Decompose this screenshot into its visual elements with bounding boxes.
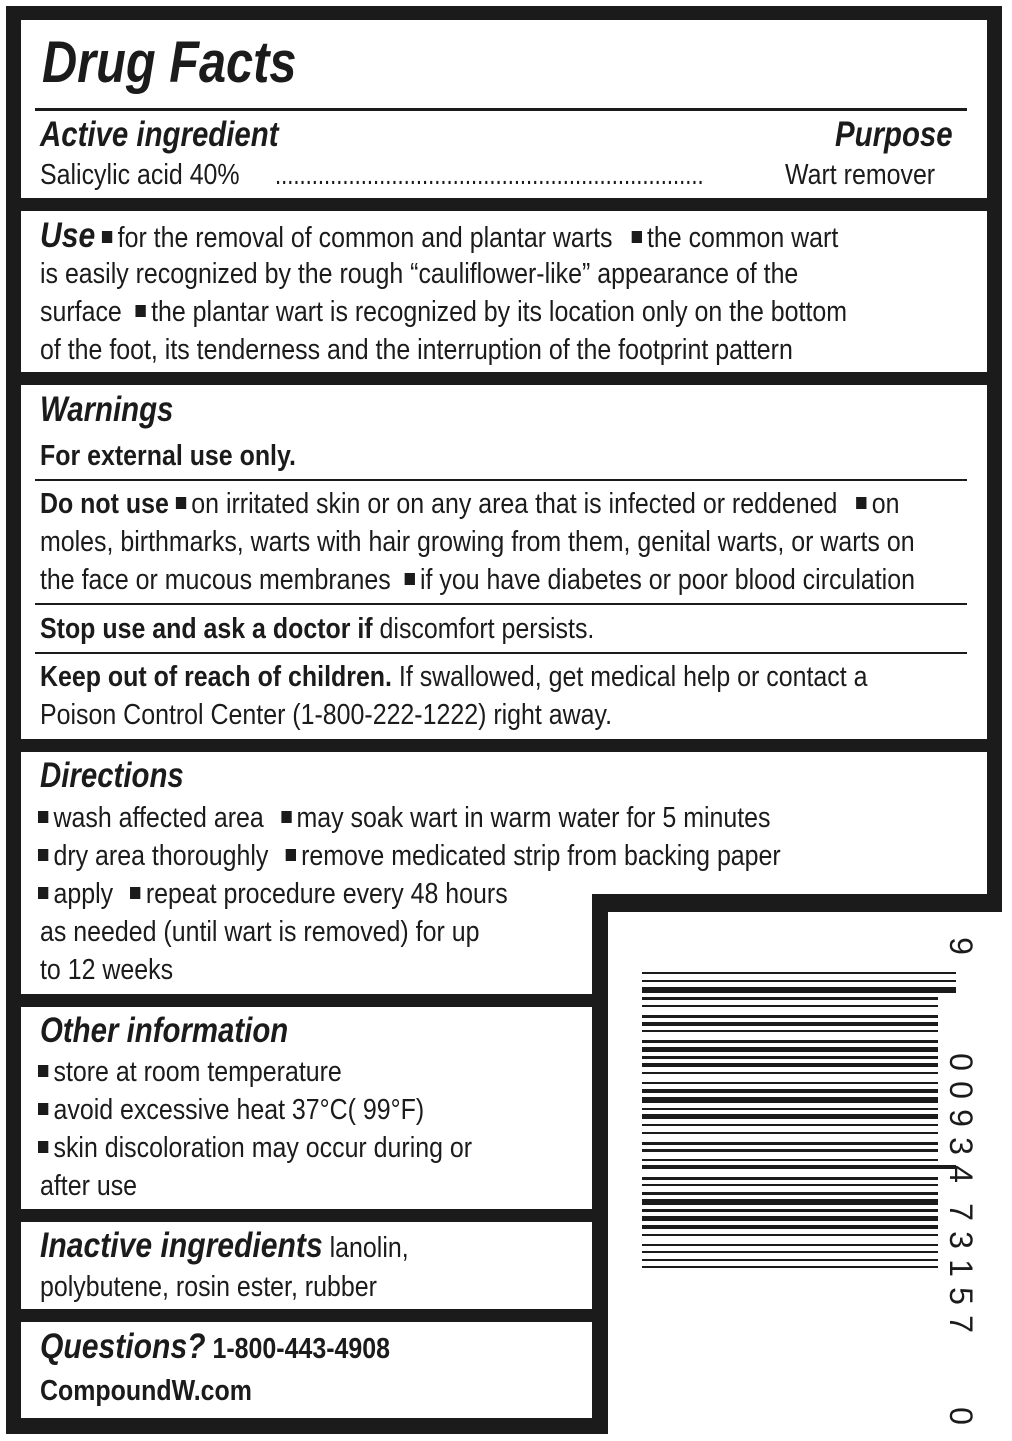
use-text: the common wart xyxy=(646,222,839,254)
active-ingredient-heading: Active ingredient xyxy=(40,115,279,154)
barcode-digit: 0 xyxy=(943,1053,979,1071)
inactive-ingredients-line-2: polybutene, rosin ester, rubber xyxy=(40,1271,377,1303)
bullet-icon xyxy=(130,887,140,899)
barcode-bar xyxy=(642,1015,938,1018)
use-text: for the removal of common and plantar warts xyxy=(117,222,613,254)
bullet-icon xyxy=(38,1103,48,1115)
barcode-bar xyxy=(642,1177,938,1180)
stop-use-line xyxy=(40,610,594,648)
barcode-bar xyxy=(642,1142,938,1145)
do-not-use-line-3 xyxy=(40,561,915,599)
other-information-panel xyxy=(21,1007,592,1209)
barcode-bar xyxy=(642,972,956,974)
inactive-ingredients-panel xyxy=(21,1222,592,1309)
directions-item: repeat procedure every 48 hours xyxy=(145,878,508,910)
inactive-ingredients-heading: Inactive ingredients xyxy=(40,1226,323,1265)
barcode-bar xyxy=(642,1216,938,1221)
bullet-icon xyxy=(38,811,48,823)
do-not-use-text: on xyxy=(871,488,900,520)
leader-dots: ...................................................................... xyxy=(275,159,704,191)
use-line-4: of the foot, its tenderness and the interruption of the footprint pattern xyxy=(40,334,793,366)
bullet-icon xyxy=(102,231,112,243)
questions-line-1 xyxy=(40,1328,390,1368)
do-not-use-label: Do not use xyxy=(40,488,169,520)
warnings-panel xyxy=(21,385,987,739)
barcode-bar xyxy=(642,1192,938,1195)
directions-item: remove medicated strip from backing paper xyxy=(301,840,781,872)
use-panel xyxy=(21,211,987,372)
questions-panel xyxy=(21,1322,592,1418)
barcode-digit: 9 xyxy=(943,937,979,955)
barcode-digit: 3 xyxy=(943,1137,979,1155)
barcode-bar xyxy=(642,1089,938,1093)
barcode-digit: 1 xyxy=(943,1259,979,1277)
barcode-bar xyxy=(642,1072,938,1074)
do-not-use-text: if you have diabetes or poor blood circulation xyxy=(420,564,915,596)
warnings-heading: Warnings xyxy=(40,390,174,429)
warnings-rule-2 xyxy=(35,603,967,605)
barcode-digit: 7 xyxy=(943,1315,979,1333)
active-ingredient-name: Salicylic acid 40% xyxy=(40,159,240,191)
keep-out-label: Keep out of reach of children. xyxy=(40,661,392,693)
directions-heading: Directions xyxy=(40,756,184,795)
other-information-text: skin discoloration may occur during or xyxy=(53,1132,473,1164)
barcode-digits xyxy=(936,930,996,1425)
do-not-use-line-2: moles, birthmarks, warts with hair growing from them, genital warts, or warts on xyxy=(40,526,915,558)
questions-website: CompoundW.com xyxy=(40,1375,252,1407)
other-information-heading: Other information xyxy=(40,1011,289,1050)
barcode-bar xyxy=(642,997,938,1000)
barcode-bar xyxy=(642,1251,938,1253)
barcode-digit: 7 xyxy=(943,1203,979,1221)
stop-use-label: Stop use and ask a doctor if xyxy=(40,613,373,645)
do-not-use-text: on irritated skin or on any area that is infected or reddened xyxy=(191,488,838,520)
bullet-icon xyxy=(405,573,415,585)
do-not-use-text: the face or mucous membranes xyxy=(40,564,391,596)
use-heading: Use xyxy=(40,216,96,255)
barcode-bar xyxy=(642,1063,938,1067)
barcode-bar xyxy=(642,1234,938,1236)
other-information-item xyxy=(38,1091,424,1129)
warnings-rule-1 xyxy=(35,479,967,481)
other-information-item-cont: after use xyxy=(40,1170,138,1202)
other-information-text: avoid excessive heat 37°C( 99°F) xyxy=(53,1094,425,1126)
bullet-icon xyxy=(631,231,641,243)
directions-line-5: to 12 weeks xyxy=(40,954,174,986)
barcode-bar xyxy=(642,1244,938,1246)
barcode-bar xyxy=(642,1132,938,1134)
barcode-bar xyxy=(642,1259,938,1261)
use-text: surface xyxy=(40,296,122,328)
bullet-icon xyxy=(856,497,866,509)
directions-item: wash affected area xyxy=(53,802,264,834)
barcode-bar xyxy=(642,1056,938,1059)
active-ingredient-panel xyxy=(21,20,987,198)
barcode-bar xyxy=(642,1022,938,1026)
use-line-1 xyxy=(40,217,838,257)
barcode-digit: 4 xyxy=(943,1165,979,1183)
barcode-bar xyxy=(642,1005,938,1007)
external-use-text: For external use only. xyxy=(40,440,296,472)
barcode-bar xyxy=(642,1114,938,1119)
directions-line-3 xyxy=(38,875,508,913)
barcode-digit: 3 xyxy=(943,1231,979,1249)
bullet-icon xyxy=(136,305,146,317)
use-line-2: is easily recognized by the rough “cauliflower-like” appearance of the xyxy=(40,258,799,290)
barcode-bar xyxy=(642,1082,938,1084)
keep-out-line-1 xyxy=(40,658,867,696)
active-ingredient-purpose: Wart remover xyxy=(785,159,936,191)
use-line-3 xyxy=(40,293,847,331)
barcode-digit: 9 xyxy=(943,1109,979,1127)
directions-line-4: as needed (until wart is removed) for up xyxy=(40,916,480,948)
barcode-bar xyxy=(642,1159,938,1161)
barcode-bar xyxy=(642,1165,956,1169)
bullet-icon xyxy=(176,497,186,509)
barcode-bar xyxy=(642,1184,938,1186)
bullet-icon xyxy=(281,811,291,823)
bullet-icon xyxy=(38,1141,48,1153)
inactive-ingredients-text: lanolin, xyxy=(329,1232,409,1264)
inactive-ingredients-line-1 xyxy=(40,1227,409,1267)
page-title: Drug Facts xyxy=(42,30,297,95)
barcode-bar xyxy=(642,1266,938,1268)
other-information-text: store at room temperature xyxy=(53,1056,342,1088)
directions-line-1 xyxy=(38,799,771,837)
barcode-digit: 5 xyxy=(943,1287,979,1305)
barcode-bar xyxy=(642,980,956,982)
barcode-bar xyxy=(642,1108,938,1110)
bullet-icon xyxy=(286,849,296,861)
barcode-bar xyxy=(642,1225,938,1229)
bullet-icon xyxy=(38,849,48,861)
barcode-bar xyxy=(642,1199,938,1205)
directions-item: dry area thoroughly xyxy=(53,840,269,872)
directions-item: apply xyxy=(53,878,114,910)
barcode-digit: 0 xyxy=(943,1081,979,1099)
purpose-heading: Purpose xyxy=(835,115,953,154)
barcode-bar xyxy=(642,1097,938,1103)
barcode-bar xyxy=(642,1124,938,1126)
directions-item: may soak wart in warm water for 5 minutes xyxy=(296,802,771,834)
questions-heading: Questions? xyxy=(40,1327,206,1366)
barcode-bar xyxy=(642,1047,938,1052)
barcode-bar xyxy=(642,1209,938,1212)
barcode-bar xyxy=(642,1030,938,1032)
other-information-item xyxy=(38,1053,342,1091)
keep-out-text: If swallowed, get medical help or contact a xyxy=(398,661,868,693)
bullet-icon xyxy=(38,887,48,899)
title-rule xyxy=(35,108,967,111)
barcode-bar xyxy=(642,1149,938,1152)
do-not-use-line-1 xyxy=(40,485,900,523)
barcode-digit: 0 xyxy=(943,1407,979,1425)
stop-use-text: discomfort persists. xyxy=(379,613,595,645)
questions-phone: 1-800-443-4908 xyxy=(212,1333,391,1365)
barcode-bar xyxy=(642,1040,938,1043)
bullet-icon xyxy=(38,1065,48,1077)
other-information-item xyxy=(38,1129,472,1167)
keep-out-line-2: Poison Control Center (1-800-222-1222) right away. xyxy=(40,699,613,731)
use-text: the plantar wart is recognized by its location only on the bottom xyxy=(151,296,848,328)
barcode-bar xyxy=(642,987,956,993)
warnings-rule-3 xyxy=(35,652,967,654)
directions-line-2 xyxy=(38,837,781,875)
